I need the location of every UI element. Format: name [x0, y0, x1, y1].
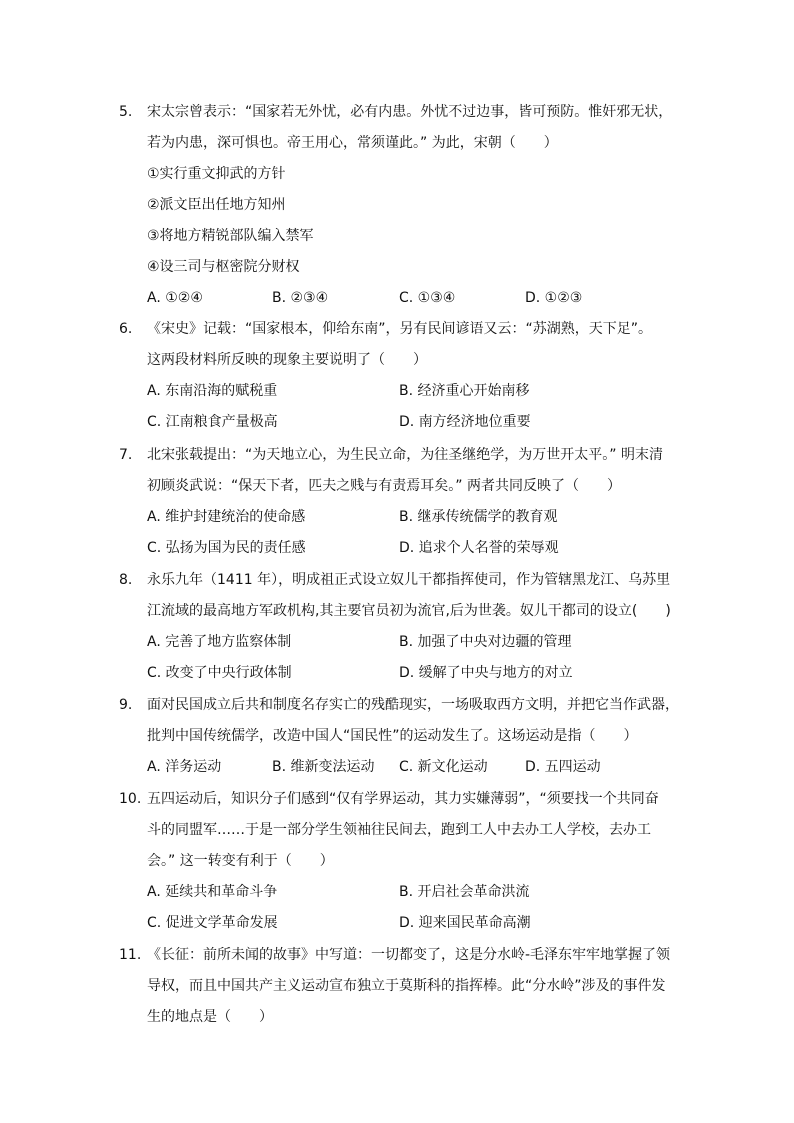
question-number: 9.	[119, 697, 133, 713]
statement-item: ①实行重文抑武的方针	[147, 166, 286, 182]
question-text-line: 面对民国成立后共和制度名存实亡的残酷现实，一场吸取西方文明，并把它当作武器，	[147, 697, 679, 713]
option-b[interactable]: B. 开启社会革命洪流	[399, 884, 530, 900]
option-a[interactable]: A. 洋务运动	[147, 759, 222, 775]
question-text-line: 江流域的最高地方军政机构,其主要官员初为流官,后为世袭。奴儿干都司的设立( )	[147, 603, 671, 619]
option-a[interactable]: A. 东南沿海的赋税重	[147, 383, 278, 399]
option-c[interactable]: C. 促进文学革命发展	[147, 915, 278, 931]
question-text-line: 《长征：前所未闻的故事》中写道：一切都变了，这是分水岭-毛泽东牢牢地掌握了领	[147, 947, 671, 963]
option-d[interactable]: D. 追求个人名誉的荣辱观	[399, 540, 559, 556]
question-number: 10.	[119, 791, 142, 807]
question-text-line: 初顾炎武说：“保天下者，匹夫之贱与有责焉耳矣。” 两者共同反映了（ ）	[147, 478, 621, 494]
question-number: 5.	[119, 104, 133, 120]
question-text-line: 北宋张载提出：“为天地立心，为生民立命，为往圣继绝学，为万世开太平。” 明末清	[147, 447, 663, 463]
statement-item: ④设三司与枢密院分财权	[147, 259, 300, 275]
question-text-line: 宋太宗曾表示：“国家若无外忧，必有内患。外忧不过边事，皆可预防。惟奸邪无状，	[147, 104, 673, 120]
question-text-line: 《宋史》记载：“国家根本，仰给东南”，另有民间谚语又云：“苏湖熟，天下足”。	[147, 321, 653, 337]
question-text-line: 斗的同盟军……于是一部分学生领袖往民间去，跑到工人中去办工人学校，去办工	[147, 822, 651, 838]
option-c[interactable]: C. 弘扬为国为民的责任感	[147, 540, 306, 556]
question-text-line: 这两段材料所反映的现象主要说明了（ ）	[147, 352, 427, 368]
question-text-line: 永乐九年（1411 年），明成祖正式设立奴儿干都指挥使司，作为管辖黑龙江、乌苏里	[147, 572, 671, 588]
question-text-line: 若为内患，深可惧也。帝王用心，常须谨此。” 为此，宋朝（ ）	[147, 135, 558, 151]
option-b[interactable]: B. 加强了中央对边疆的管理	[399, 634, 572, 650]
option-b[interactable]: B. 继承传统儒学的教育观	[399, 509, 558, 525]
option-d[interactable]: D. 五四运动	[525, 759, 601, 775]
question-text-line: 导权，而且中国共产主义运动宣布独立于莫斯科的指挥棒。此“分水岭”涉及的事件发	[147, 978, 666, 994]
option-b[interactable]: B. 维新变法运动	[272, 759, 375, 775]
statement-item: ③将地方精锐部队编入禁军	[147, 228, 314, 244]
option-a[interactable]: A. ①②④	[147, 290, 203, 306]
option-b[interactable]: B. ②③④	[272, 290, 329, 306]
question-number: 6.	[119, 321, 133, 337]
option-d[interactable]: D. 缓解了中央与地方的对立	[399, 665, 573, 681]
option-d[interactable]: D. 南方经济地位重要	[399, 414, 531, 430]
question-number: 11.	[119, 947, 142, 963]
question-number: 7.	[119, 447, 133, 463]
option-a[interactable]: A. 维护封建统治的使命感	[147, 509, 306, 525]
question-number: 8.	[119, 572, 133, 588]
option-b[interactable]: B. 经济重心开始南移	[399, 383, 530, 399]
question-text-line: 批判中国传统儒学，改造中国人“国民性”的运动发生了。这场运动是指（ ）	[147, 728, 638, 744]
option-c[interactable]: C. 改变了中央行政体制	[147, 665, 292, 681]
question-text-line: 五四运动后，知识分子们感到“仅有学界运动，其力实嫌薄弱”，“须要找一个共同奋	[147, 791, 659, 807]
option-a[interactable]: A. 延续共和革命斗争	[147, 884, 278, 900]
option-c[interactable]: C. 江南粮食产量极高	[147, 414, 278, 430]
question-text-line: 生的地点是（ ）	[147, 1009, 273, 1025]
option-d[interactable]: D. 迎来国民革命高潮	[399, 915, 531, 931]
option-c[interactable]: C. ①③④	[399, 290, 456, 306]
question-text-line: 会。” 这一转变有利于（ ）	[147, 853, 334, 869]
option-c[interactable]: C. 新文化运动	[399, 759, 488, 775]
option-d[interactable]: D. ①②③	[525, 290, 583, 306]
option-a[interactable]: A. 完善了地方监察体制	[147, 634, 292, 650]
statement-item: ②派文臣出任地方知州	[147, 197, 286, 213]
